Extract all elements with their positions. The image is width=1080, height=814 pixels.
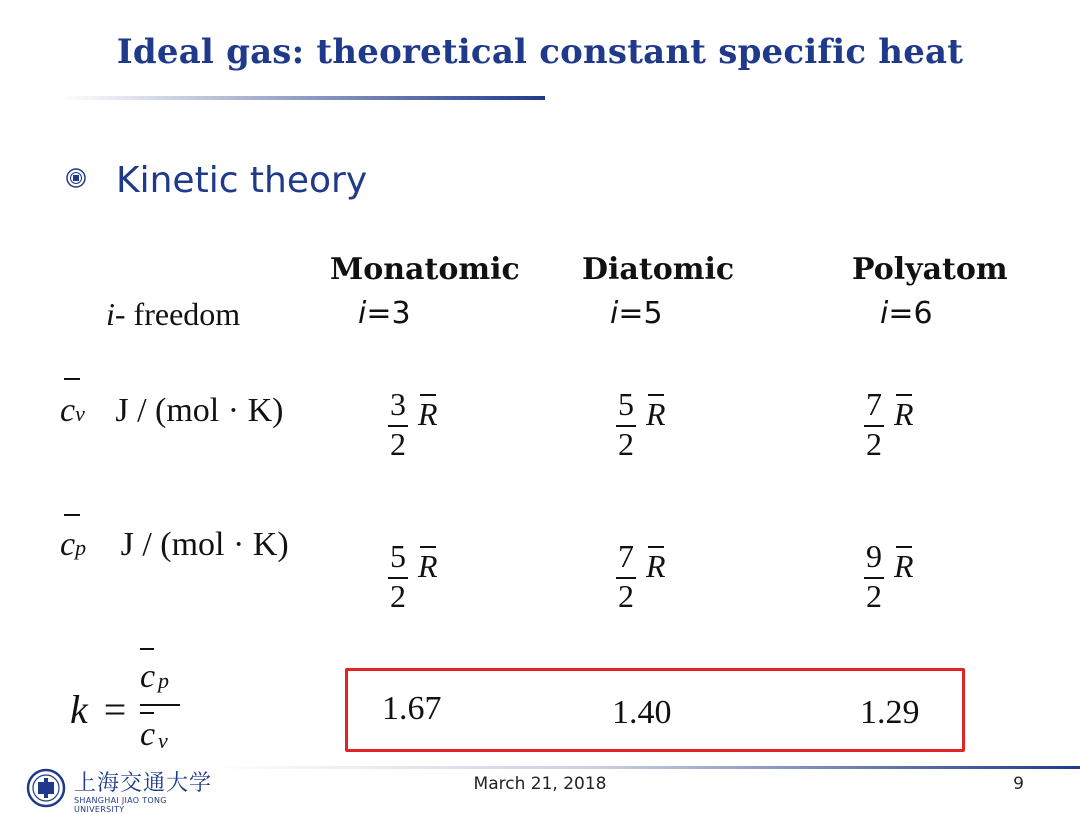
freedom-label: i- freedom xyxy=(106,296,241,332)
slide-title: Ideal gas: theoretical constant specific heat xyxy=(116,32,964,72)
cv-diatomic-value: 5 2 R xyxy=(618,386,666,462)
cv-unit: J / (mol · K) xyxy=(115,392,284,429)
logo-chinese-name: 上海交通大学 xyxy=(74,771,213,796)
logo-english-name: SHANGHAI JIAO TONG UNIVERSITY xyxy=(74,796,167,814)
bullet-kinetic-theory: Kinetic theory xyxy=(116,160,368,201)
col-head-polyatom: Polyatom xyxy=(852,252,1008,287)
cv-polyatom-value: 7 2 R xyxy=(866,386,914,462)
col-i-polyatom: i=6 xyxy=(880,296,933,331)
cv-monatomic-value: 3 2 R xyxy=(390,386,438,462)
cp-label: cp J / (mol · K) xyxy=(60,526,289,564)
cv-label: cv J / (mol · K) xyxy=(60,392,283,430)
sjtu-bullet-icon xyxy=(66,168,86,188)
k-formula: k = xyxy=(70,687,127,732)
footer-rule xyxy=(210,766,1080,769)
cp-monatomic-value: 5 2 R xyxy=(390,538,438,614)
title-underline xyxy=(60,96,545,100)
col-i-diatomic: i=5 xyxy=(610,296,663,331)
k-diatomic-value: 1.40 xyxy=(612,694,672,731)
k-polyatom-value: 1.29 xyxy=(860,694,920,731)
col-head-monatomic: Monatomic xyxy=(330,252,520,287)
col-i-monatomic: i=3 xyxy=(358,296,411,331)
page-number: 9 xyxy=(1013,774,1024,794)
col-head-diatomic: Diatomic xyxy=(582,252,735,287)
cp-diatomic-value: 7 2 R xyxy=(618,538,666,614)
cp-unit: J / (mol · K) xyxy=(120,526,289,563)
k-monatomic-value: 1.67 xyxy=(382,690,442,727)
footer-date: March 21, 2018 xyxy=(473,774,607,794)
k-fraction: c p c v xyxy=(140,648,190,758)
cp-polyatom-value: 9 2 R xyxy=(866,538,914,614)
